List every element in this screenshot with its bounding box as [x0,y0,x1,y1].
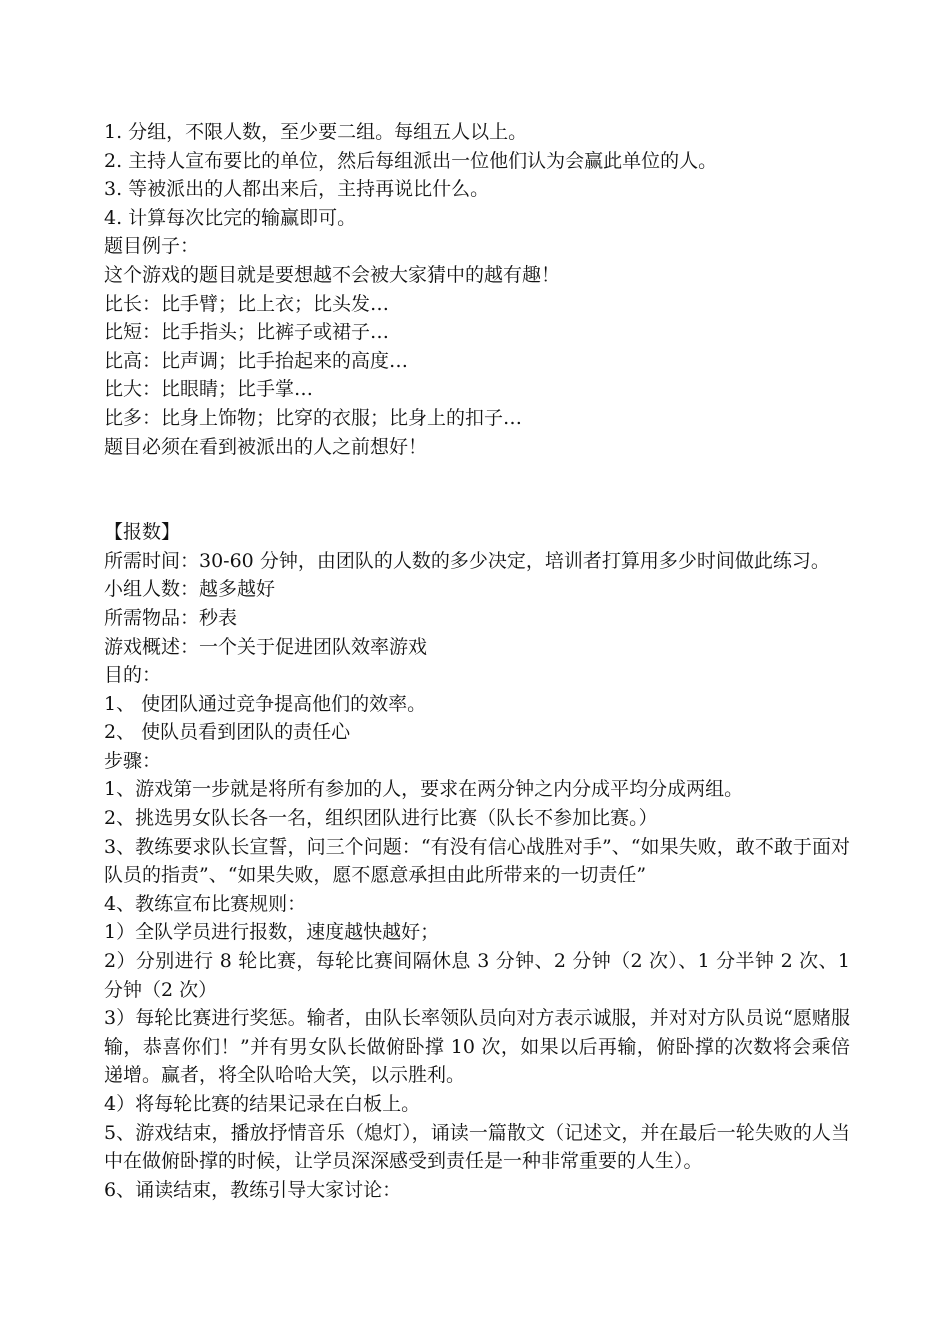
step-5: 5、游戏结束，播放抒情音乐（熄灯），诵读一篇散文（记述文，并在最后一轮失败的人当中在做俯卧撑的时候，让学员深深感受到责任是一种非常重要的人生）。 [104,1121,850,1173]
section-gap [104,461,850,518]
step-6: 6、诵读结束，教练引导大家讨论： [104,1178,402,1201]
rule-line-2: 2. 主持人宣布要比的单位，然后每组派出一位他们认为会赢此单位的人。 [104,149,718,172]
step-3: 3、教练要求队长宣誓，问三个问题：“有没有信心战胜对手”、“如果失败，敢不敢于面对队员的指责”、“如果失败，愿不愿意承担由此所带来的一切责任” [104,835,850,887]
rule-b: 2）分别进行 8 轮比赛，每轮比赛间隔休息 3 分钟、2 分钟（2 次）、1 分半钟 2 次、1 分钟（2 次） [104,950,850,1001]
example-long: 比长：比手臂；比上衣；比头发… [104,292,390,315]
overview: 游戏概述：一个关于促进团队效率游戏 [104,635,428,658]
example-many: 比多：比身上饰物；比穿的衣服；比身上的扣子… [104,406,523,429]
rule-line-3: 3. 等被派出的人都出来后，主持再说比什么。 [104,178,490,201]
step-2: 2、挑选男女队长各一名，组织团队进行比赛（队长不参加比赛。） [104,807,658,830]
rule-line-4: 4. 计算每次比完的输赢即可。 [104,206,357,229]
section-title: 【报数】 [104,521,181,544]
count-off-game-section [104,518,850,1204]
example-short: 比短：比手指头；比裤子或裙子… [104,321,390,344]
materials: 所需物品：秒表 [104,606,238,629]
examples-intro: 这个游戏的题目就是要想越不会被大家猜中的越有趣！ [104,263,561,286]
document-page [104,118,850,1204]
rule-a: 1）全队学员进行报数，速度越快越好； [104,921,440,944]
purpose-heading: 目的： [104,664,162,687]
game-rules-section [104,118,850,461]
step-1: 1、游戏第一步就是将所有参加的人，要求在两分钟之内分成平均分成两组。 [104,778,744,801]
examples-note: 题目必须在看到被派出的人之前想好！ [104,435,428,458]
example-high: 比高：比声调；比手抬起来的高度… [104,349,409,372]
example-big: 比大：比眼睛；比手掌… [104,378,314,401]
rule-line-1: 1. 分组，不限人数，至少要二组。每组五人以上。 [104,121,528,143]
rule-d: 4）将每轮比赛的结果记录在白板上。 [104,1093,421,1115]
time-required: 所需时间：30-60 分钟，由团队的人数的多少决定，培训者打算用多少时间做此练习。 [104,549,830,572]
purpose-1: 1、 使团队通过竞争提高他们的效率。 [104,692,427,715]
rule-c: 3）每轮比赛进行奖惩。输者，由队长率领队员向对方表示诚服，并对对方队员说“愿赌服输，恭喜你们！”并有男女队长做俯卧撑 10 次，如果以后再输，俯卧撑的次数将会乘倍递增。赢者，将全队哈哈大笑，以示胜利。 [104,1007,850,1087]
group-size: 小组人数：越多越好 [104,578,276,601]
steps-heading: 步骤： [104,749,162,772]
purpose-2: 2、 使队员看到团队的责任心 [104,721,351,744]
step-4: 4、教练宣布比赛规则： [104,892,307,915]
examples-heading: 题目例子： [104,235,200,258]
